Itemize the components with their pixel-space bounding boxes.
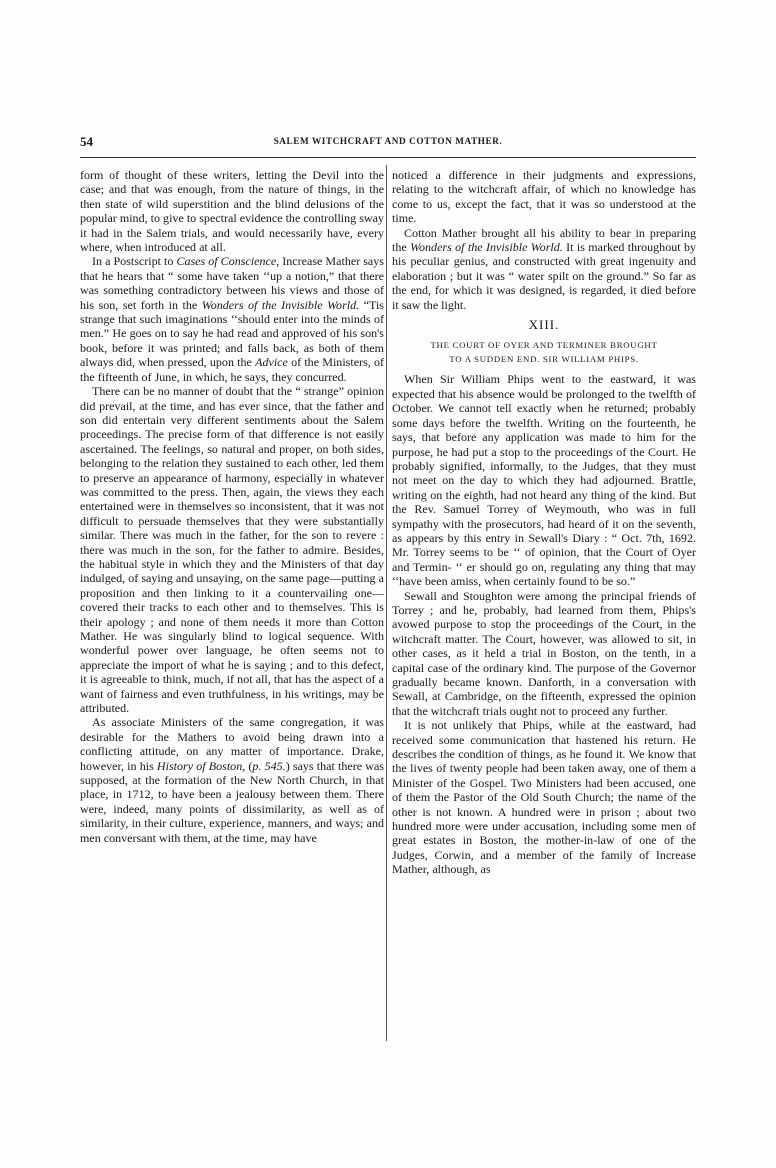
text-run: Cotton Mather brought all his ability to bear in preparing the <box>392 225 696 255</box>
text-run: Sewall and Stoughton were among the principal friends of Torrey ; and he, probably, had learned from them, Phips's avowed purpose to stop the proceedings of the Court, in the witchcraft matter. The Court, however, was allowed to sit, in other cases, as it held a trial in Boston, on the tenth, in a capital case of the ordinary kind. The purpose of the Governor gradually became known. Danforth, in a conversation with Sewall, at Cambridge, on the fifteenth, expressed the opinion that the witchcraft trials ought not to proceed any further. <box>392 588 696 718</box>
text-run: ) says that there was supposed, at the formation of the New North Church, in that place, in 1712, to have been a jealousy between them. There were, indeed, many points of dissimilarity, as well as of similarity, in their culture, experience, manners, and ways; and men conversant with them, at the time, may have <box>80 758 384 845</box>
paragraph <box>392 168 696 226</box>
text-run: of the Ministers, of the fifteenth of June, in which, he says, they concurred. <box>80 355 384 384</box>
section-number: XIII. <box>528 317 560 333</box>
section-title-line: THE COURT OF OYER AND TERMINER BROUGHT <box>430 340 658 351</box>
paragraph <box>392 226 696 312</box>
italic-run: History of Boston, <box>156 758 246 773</box>
italic-run: Cases of Conscience <box>176 254 277 269</box>
running-head: SALEM WITCHCRAFT AND COTTON MATHER. <box>273 136 503 146</box>
header-rule <box>80 157 696 158</box>
paragraph <box>80 168 384 254</box>
right-column-text-after <box>392 372 696 876</box>
text-run: form of thought of these writers, letting the Devil into the case; and that was enough, from the nature of things, in the then state of wild superstition and the blind delusions of the popular mind, to give to spectral evidence the controlling sway it had in the Salem trials, and would necessarily have, every where, when introduced at all. <box>80 168 384 255</box>
text-run: , Increase Mather says that he hears that “ some have taken ‘‘up a notion,” that there was something contradictory between his views and those of his son, set forth in the <box>80 254 384 312</box>
text-run: In a Postscript to <box>92 254 177 269</box>
paragraph <box>80 715 384 845</box>
left-column <box>80 168 384 845</box>
paragraph <box>80 254 384 384</box>
right-column-text-before <box>392 168 696 312</box>
text-run: As associate Ministers of the same congregation, it was desirable for the Mathers to avoid being drawn into a conflicting attitude, on any matter of importance. Drake, however, in his <box>80 715 384 773</box>
paragraph <box>392 372 696 588</box>
paragraph <box>392 589 696 719</box>
right-column <box>392 168 696 877</box>
text-run: There can be no manner of doubt that the “ strange” opinion did prevail, at the time, and has ever since, that the father and son did entertain very different sentiments about the Salem proceedings. The precise form of that difference is not easily ascertained. The feelings, so natural and proper, on both sides, belonging to the relation they sustained to each other, led them to preserve an appearance of harmony, especially in whatever was committed to the press. Then, again, the views they each entertained were in themselves so inconsistent, that it was not difficult to persuade themselves that they were substantially similar. There was much in the father, for the son to revere : there was much in the son, for the father to admire. Besides, the habitual style in which they and the Ministers of that day indulged, of saying and unsaying, on the same page—putting a proposition and then linking to it a countervailing one—covered their tracks to each other and to themselves. This is their apology ; and none of them needs it more than Cotton Mather. He was singularly blind to logical sequence. With wonderful power over language, he often seems not to appreciate the import of what he is saying ; and to this defect, it is agreeable to think, much, if not all, that has the aspect of a want of fairness and even truthfulness, in his writings, may be attributed. <box>80 384 384 716</box>
text-run: ( <box>245 758 253 773</box>
section-title <box>392 338 696 366</box>
paragraph <box>392 718 696 876</box>
text-run: noticed a difference in their judgments and expressions, relating to the witchcraft affair, of which no knowledge has come to us, except the fact, that it was so understood at the time. <box>392 168 696 226</box>
column-divider <box>386 165 387 1041</box>
text-run: It is marked throughout by his peculiar genius, and constructed with great ingenuity and elaboration ; but it was “ water spilt on the ground.” So far as the end, for which it was designed, is regarded, it died before it saw the light. <box>392 240 696 312</box>
page-number: 54 <box>80 134 93 149</box>
text-run: “Tis strange that such imaginations ‘‘should enter into the minds of men.” He goes on to say he had read and approved of his son's book, before it was printed; and falls back, as both of them always did, when pressed, upon the <box>80 297 384 370</box>
text-run: It is not unlikely that Phips, while at the eastward, had received some communication that hastened his return. He describes the condition of things, as he found it. We know that the lives of twenty people had been taken away, one of them a Minister of the Gospel. Two Ministers had been accused, one of them the Pastor of the Old South Church; the name of the other is not known. A hundred were in prison ; about two hundred more were under accusation, including some men of great estates in Boston, the mother-in-law of one of the Judges, Corwin, and a member of the family of Increase Mather, although, as <box>392 718 696 877</box>
italic-run: Wonders of the Invisible World. <box>410 240 563 255</box>
italic-run: Advice <box>255 355 288 370</box>
section-title-line: TO A SUDDEN END. SIR WILLIAM PHIPS. <box>449 354 639 365</box>
italic-run: p. 545. <box>252 758 286 773</box>
paragraph <box>80 384 384 715</box>
italic-run: Wonders of the Invisible World. <box>201 297 360 312</box>
text-run: When Sir William Phips went to the eastward, it was expected that his absence would be prolonged to the twelfth of October. We cannot tell exactly when he returned; probably some days before the twelfth. Writing on the fourteenth, he says, that before any application was made to him for the purpose, he had put a stop to the proceedings of the Court. He probably signified, informally, to the Judges, that they must not meet on the day to which they had adjourned. Brattle, writing on the eighth, had not heard any thing of the kind. But the Rev. Samuel Torrey of Weymouth, who was in full sympathy with the prosecutors, had heard of it on the seventh, as appears by this entry in Sewall's Diary : “ Oct. 7th, 1692. Mr. Torrey seems to be ‘‘ of opinion, that the Court of Oyer and Termin- ‘‘ er should go on, regulating any thing that may ‘‘have been amiss, when certainly found to be so.” <box>392 372 696 589</box>
page-header <box>80 134 696 152</box>
